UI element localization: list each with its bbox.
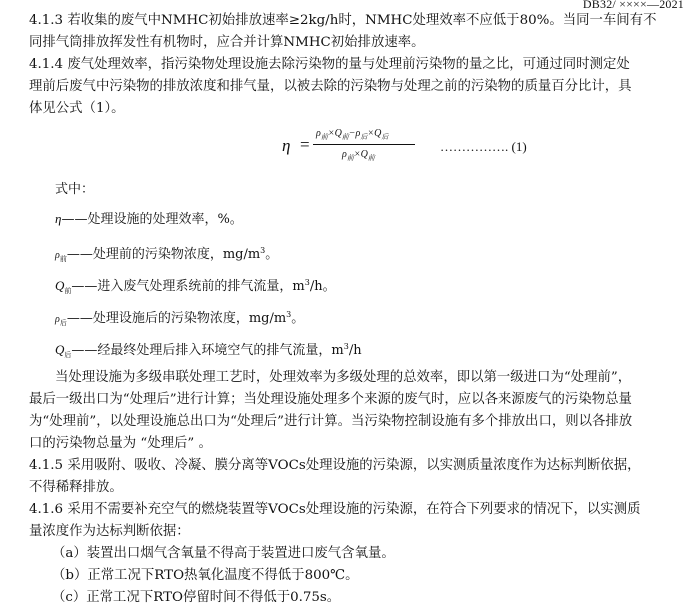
document-id: DB32/ ××××—2021	[582, 0, 684, 11]
definition-rho-before: $\rho_前——$处理前的污染物浓度，$mg/m^3$。	[55, 246, 279, 263]
clause-4-1-6-item-b: （b）正常工况下RTO热氧化温度不得低于800℃。	[52, 568, 359, 583]
clause-4-1-6-line1: 4.1.6 采用不需要补充空气的燃烧装置等VOCs处理设施的污染源，在符合下列要求的情况下，以实测质	[29, 502, 641, 517]
clause-4-1-6-item-c: （c）正常工况下RTO停留时间不得低于0.75s。	[52, 590, 341, 605]
formula-fraction-line	[313, 144, 415, 145]
clause-4-1-4-line1: 4.1.4 废气处理效率，指污染物处理设施去除污染物的量与处理前污染物的量之比，可通过同时测定处	[29, 57, 630, 72]
clause-4-1-4-line3: 体见公式（1）。	[29, 101, 125, 116]
multi-stage-line4: 口的污染物总量为 “处理后” 。	[29, 436, 212, 451]
formula-eta: η	[282, 136, 291, 155]
clause-4-1-6-item-a: （a）装置出口烟气含氧量不得高于装置进口废气含氧量。	[52, 546, 395, 561]
clause-4-1-5-line2: 不得稀释排放。	[29, 480, 123, 495]
clause-4-1-6-line2: 量浓度作为达标判断依据：	[29, 524, 190, 539]
definition-eta: η——处理设施的处理效率，%。	[55, 211, 243, 227]
clause-4-1-5-line1: 4.1.5 采用吸附、吸收、冷凝、膜分离等VOCs处理设施的污染源，以实测质量浓度作为达标判断依据，	[29, 458, 641, 473]
formula-1	[280, 122, 580, 172]
definition-q-before: $Q_前——$进入废气处理系统前的排气流量，$m^3/h$。	[55, 278, 336, 295]
multi-stage-line3: 为“处理前”，以处理设施总出口为“处理后”进行计算。当污染物控制设施有多个排放出口，则以各排放	[29, 414, 633, 429]
multi-stage-line1: 当处理设施为多级串联处理工艺时，处理效率为多级处理的总效率，即以第一级进口为“处理前”，	[55, 370, 632, 385]
formula-numerator: $\rho_前\times Q_前-\rho_后\times Q_后$	[316, 128, 389, 141]
definition-q-after: $Q_后——$经最终处理后排入环境空气的排气流量，$m^3/h$	[55, 342, 362, 359]
clause-4-1-3-line2: 同排气筒排放挥发性有机物时，应合并计算NMHC初始排放速率。	[29, 35, 425, 50]
formula-denominator: $\rho_前\times Q_前$	[342, 149, 375, 162]
formula-equals: =	[300, 135, 310, 154]
multi-stage-line2: 最后一级出口为“处理后”进行计算；当处理设施处理多个来源的废气时，应以各来源废气的污染物总量	[29, 392, 632, 407]
definition-rho-after: $\rho_后——$处理设施后的污染物浓度，$mg/m^3$。	[55, 310, 305, 327]
formula-number: ……………. (1)	[440, 139, 527, 154]
clause-4-1-3-line1: 4.1.3 若收集的废气中NMHC初始排放速率≥2kg/h时，NMHC处理效率不应低于80%。当同一车间有不	[29, 13, 657, 28]
definitions-intro: 式中：	[55, 182, 95, 197]
clause-4-1-4-line2: 理前后废气中污染物的排放浓度和排气量，以被去除的污染物与处理之前的污染物的质量百分比计，具	[29, 79, 632, 94]
